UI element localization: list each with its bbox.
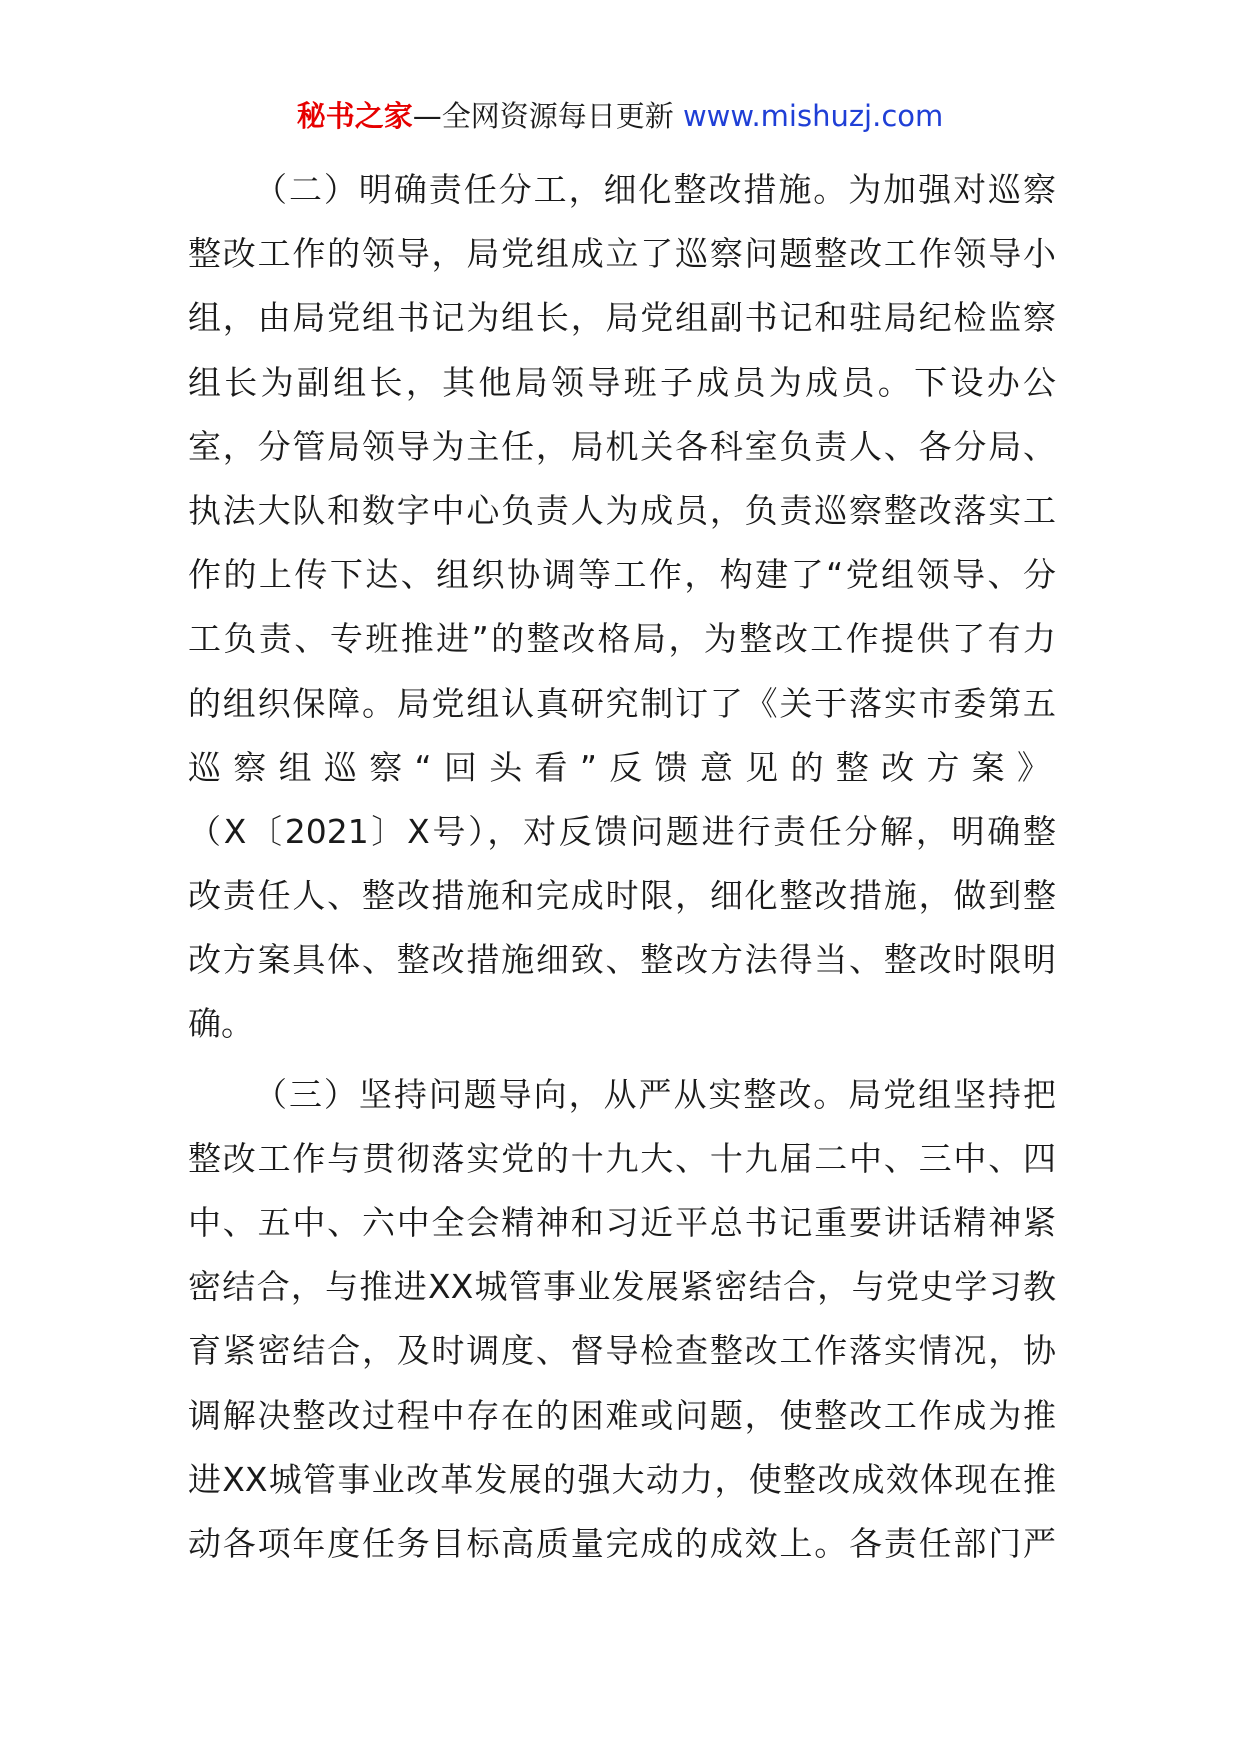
paragraph-2 [188,158,1056,1057]
paragraph-line: 中、五中、六中全会精神和习近平总书记重要讲话精神紧 [188,1203,1056,1242]
site-header [0,96,1240,136]
paragraph-line: 工负责、专班推进”的整改格局，为整改工作提供了有力 [188,619,1056,659]
paragraph-line: 整改工作的领导，局党组成立了巡察问题整改工作领导小 [188,234,1056,274]
paragraph-line: （X〔2021〕X号），对反馈问题进行责任分解，明确整 [188,811,1056,851]
document-body [188,158,1056,1576]
paragraph-line: 室，分管局领导为主任，局机关各科室负责人、各分局、 [188,426,1056,466]
paragraph-line: 动各项年度任务目标高质量完成的成效上。各责任部门严 [188,1523,1056,1563]
paragraph-line: （二）明确责任分工，细化整改措施。为加强对巡察 [254,170,1056,209]
paragraph-line: 作的上传下达、组织协调等工作，构建了“党组领导、分 [188,555,1056,595]
paragraph-line: 巡察组巡察“回头看”反馈意见的整改方案》 [188,747,1056,787]
paragraph-line: 密结合，与推进XX城管事业发展紧密结合，与党史学习教 [188,1267,1056,1307]
paragraph-line: 组长为副组长，其他局领导班子成员为成员。下设办公 [188,362,1056,402]
paragraph-3 [188,1063,1056,1577]
site-slogan: —全网资源每日更新 [412,99,683,133]
paragraph-line: （三）坚持问题导向，从严从实整改。局党组坚持把 [254,1074,1056,1114]
paragraph-line: 组，由局党组书记为组长，局党组副书记和驻局纪检监察 [188,298,1056,338]
paragraph-line: 改方案具体、整改措施细致、整改方法得当、整改时限明 [188,940,1056,980]
paragraph-line: 的组织保障。局党组认真研究制订了《关于落实市委第五 [188,683,1056,723]
paragraph-line: 整改工作与贯彻落实党的十九大、十九届二中、三中、四 [188,1138,1056,1178]
paragraph-line: 确。 [188,1004,254,1044]
site-url-link[interactable]: www.mishuzj.com [682,99,944,133]
paragraph-line: 改责任人、整改措施和完成时限，细化整改措施，做到整 [188,876,1056,916]
paragraph-line: 执法大队和数字中心负责人为成员，负责巡察整改落实工 [188,490,1056,530]
site-brand: 秘书之家 [296,99,413,133]
paragraph-line: 育紧密结合，及时调度、督导检查整改工作落实情况，协 [188,1331,1056,1371]
paragraph-line: 调解决整改过程中存在的困难或问题，使整改工作成为推 [188,1395,1056,1435]
paragraph-line: 进XX城管事业改革发展的强大动力，使整改成效体现在推 [188,1459,1056,1499]
